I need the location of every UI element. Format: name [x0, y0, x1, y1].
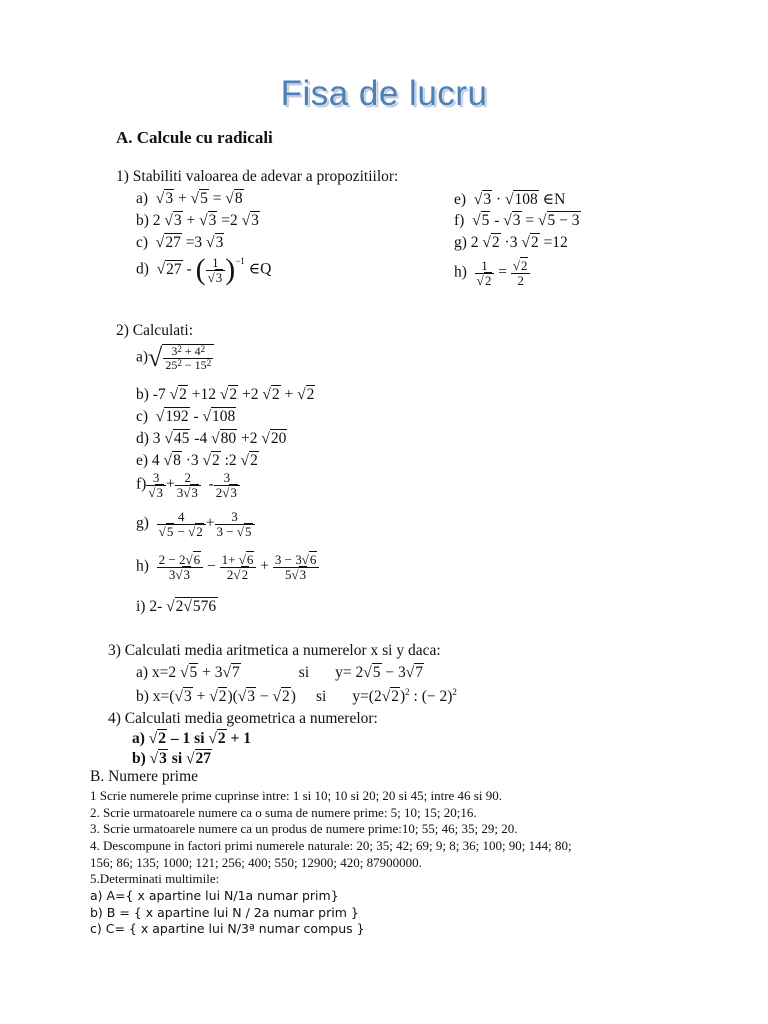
q1-heading: 1) Stabiliti valoarea de adevar a propozitiilor: [116, 168, 399, 185]
q2-item-f: f) $\frac{3}{√3}$ + $\frac{2}{3√3}$ - $\frac{3}{2√3}$ [136, 471, 240, 499]
page-title: Fisa de lucru [280, 74, 488, 113]
section-b-heading: B. Numere prime [90, 768, 199, 785]
q1-item-c: c) √27 =3 √3 [136, 234, 224, 251]
q4-heading: 4) Calculati media geometrica a numerelor: [108, 710, 378, 727]
q4-item-a: a) √2 – 1 si √2 + 1 [132, 730, 251, 747]
q3-item-b: b) x=(√3 + √2)(√3 − √2) si $y=(2√2)^2$ : (− 2)$^2$ [136, 687, 457, 705]
q1-item-g: g) 2 √2 ·3 √2 =12 [454, 234, 568, 251]
q2-item-g: g) $\frac{4}{√5 - √2}$ + $\frac{3}{3 - √5}$ [136, 510, 255, 538]
section-b-line: 156; 86; 135; 1000; 121; 256; 400; 550; 12900; 420; 87900000. [90, 855, 422, 870]
q2-item-h: h) $\frac{2 - 2√6}{3√3}$ − $\frac{1+ √6}{2√2}$ + $\frac{3 - 3√6}{5√3}$ [136, 553, 319, 581]
section-b-line: 5.Determinati multimile: [90, 871, 220, 886]
q1-item-d: d) √27 - ( $\frac{1}{√3}$ )$^{-1}$ ∈Q [136, 253, 272, 287]
section-b-line: 4. Descompune in factori primi numerele naturale: 20; 35; 42; 69; 9; 8; 36; 100; 90; 144; 80; [90, 838, 572, 853]
q2-item-a: a)√ $\frac{3^2 + 4^2}{25^2 - 15^2}$ [136, 343, 214, 373]
q2-item-e: e) 4 √8 ·3 √2 :2 √2 [136, 452, 258, 469]
q2-heading: 2) Calculati: [116, 322, 194, 339]
q2-item-c: c) √192 - √108 [136, 408, 236, 425]
q3-item-a: a) x=2 √5 + 3√7 si y= 2√5 − 3√7 [136, 664, 424, 681]
section-b-line: 1 Scrie numerele prime cuprinse intre: 1 si 10; 10 si 20; 20 si 45; intre 46 si 90. [90, 788, 502, 803]
section-b-line: 3. Scrie urmatoarele numere ca un produs de numere prime:10; 55; 46; 35; 29; 20. [90, 821, 518, 836]
q4-item-b: b) √3 si √27 [132, 750, 212, 767]
q1-item-h: h) $\frac{1}{√2}$ = $\frac{√2}{2}$ [454, 259, 530, 287]
q1-item-b: b) 2 √3 + √3 =2 √3 [136, 212, 259, 229]
q2-item-b: b) -7 √2 +12 √2 +2 √2 + √2 [136, 386, 315, 403]
section-b-line: a) A={ x apartine lui N/1a numar prim} [90, 888, 339, 903]
section-b-line: 2. Scrie urmatoarele numere ca o suma de numere prime: 5; 10; 15; 20;16. [90, 805, 477, 820]
q2-item-d: d) 3 √45 -4 √80 +2 √20 [136, 430, 287, 447]
section-a-heading: A. Calcule cu radicali [116, 128, 273, 147]
q1-item-f: f) √5 - √3 = √5 − 3 [454, 212, 580, 229]
section-b-line: c) C= { x apartine lui N/3ª numar compus } [90, 921, 365, 936]
q1-item-a: a) √3 + √5 = √8 [136, 190, 243, 207]
q2-item-i: i) 2- √2√576 [136, 598, 217, 615]
q1-item-e: e) √3 · √108 ∈N [454, 191, 566, 208]
section-b-line: b) B = { x apartine lui N / 2a numar prim } [90, 905, 359, 920]
q3-heading: 3) Calculati media aritmetica a numerelor x si y daca: [108, 642, 441, 659]
